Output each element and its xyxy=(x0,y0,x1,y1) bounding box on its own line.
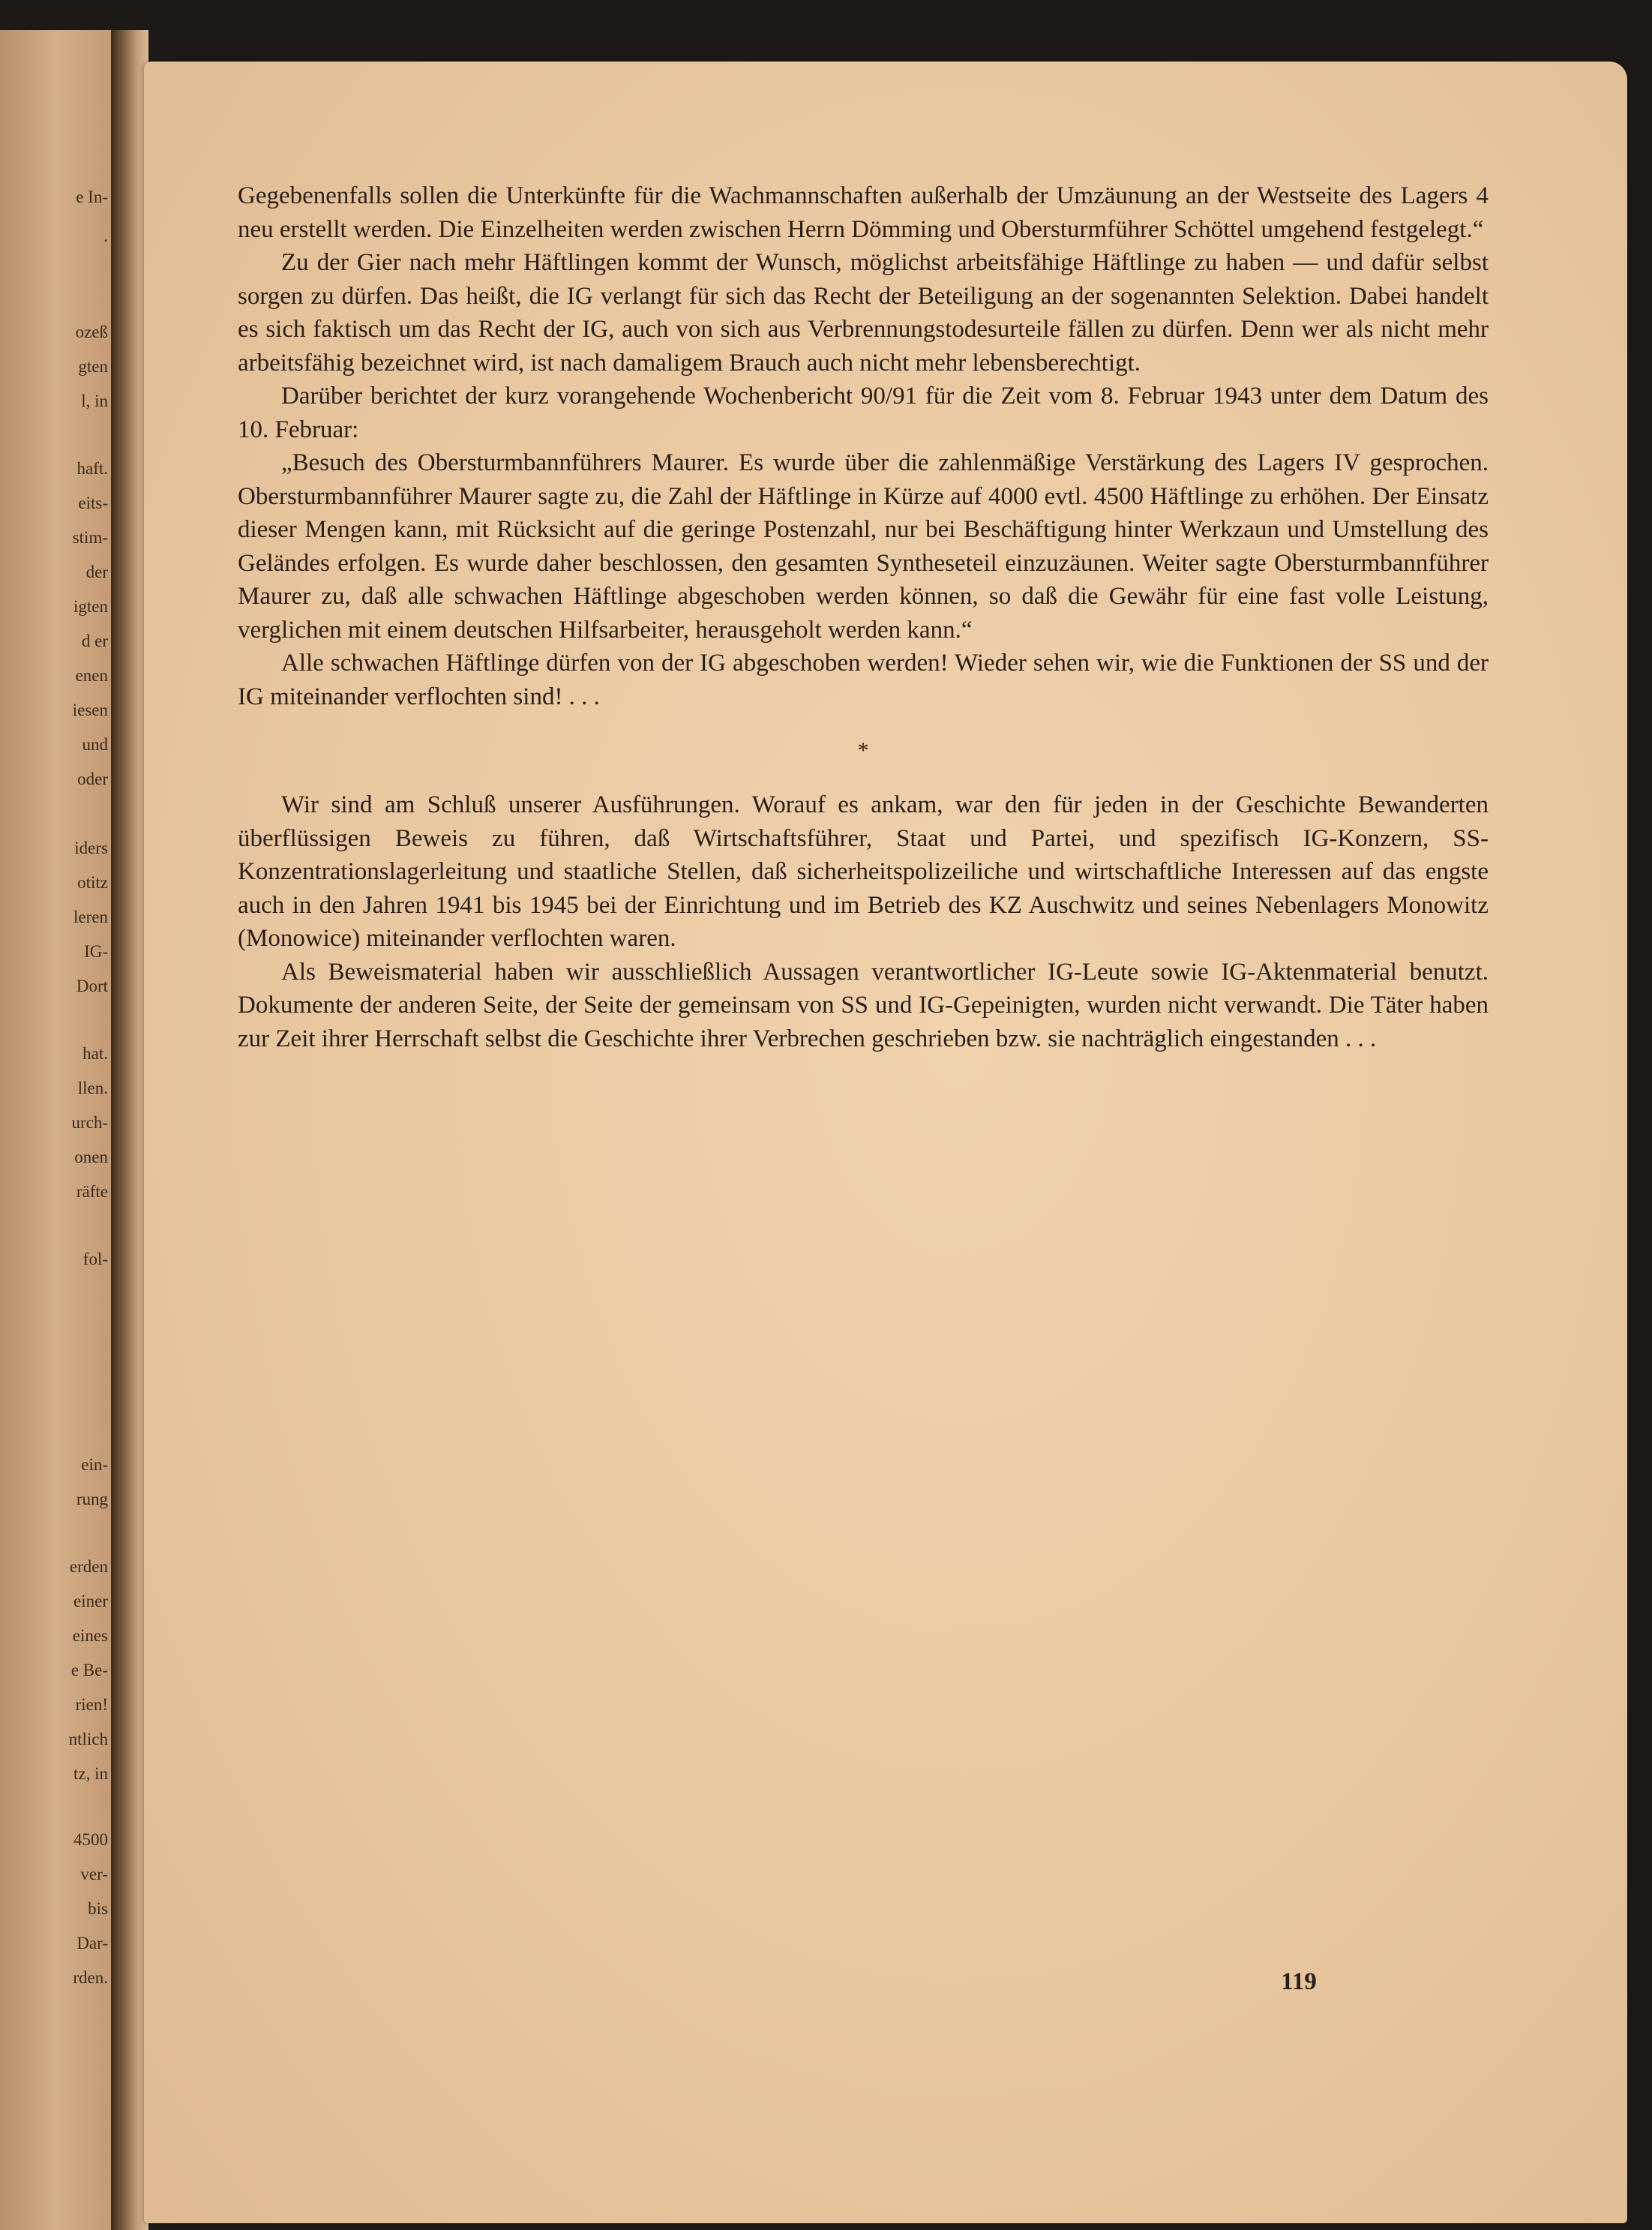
paragraph: Alle schwachen Häftlinge dürfen von der IG abgeschoben werden! Wieder sehen wir, wie die Funktionen der SS und der IG miteinander verflochten sind! . . . xyxy=(238,650,1489,710)
left-page-fragment: oder xyxy=(77,770,108,788)
left-page-fragment: gten xyxy=(78,357,108,376)
left-page-fragment: enen xyxy=(75,666,108,685)
left-page-fragment: igten xyxy=(73,597,108,616)
left-page-fragment: ver- xyxy=(80,1865,108,1883)
left-page-fragment: tz, in xyxy=(73,1764,108,1783)
left-page-fragment: bis xyxy=(88,1899,108,1918)
left-page-fragment: Dar- xyxy=(76,1934,108,1952)
left-page-fragment: erden xyxy=(69,1557,108,1576)
left-page-fragment: ein- xyxy=(81,1455,108,1474)
paragraph: Wir sind am Schluß unserer Ausführungen. Worauf es ankam, war den für jeden in der Geschichte Bewanderten überflüssigen Beweis zu führen, daß Wirtschaftsführer, Staat und Partei, und spezifisch IG-Konzern, SS-Konzentrationslagerleitung und staatliche Stellen, daß sicherheitspolizeiliche und wirtschaftliche Interessen auf das engste auch in den Jahren 1941 bis 1945 bei der Einrichtung und im Betrieb des KZ Auschwitz und seines Nebenlagers Monowitz (Monowice) miteinander verflochten waren. xyxy=(238,791,1489,952)
body-text xyxy=(238,179,1489,1055)
left-page-fragment: l, in xyxy=(81,392,108,410)
left-page-fragment: . xyxy=(103,227,108,245)
left-page-fragment: rien! xyxy=(75,1695,108,1714)
left-page-fragment: eits- xyxy=(78,494,108,512)
left-page-fragment: einer xyxy=(73,1592,108,1610)
paragraph: Als Beweismaterial haben wir ausschließlich Aussagen verantwortlicher IG-Leute sowie IG-Aktenmaterial benutzt. Dokumente der anderen Seite, der Seite der gemeinsam von SS und IG-Gepeinigten, wurden nicht verwandt. Die Täter haben zur Zeit ihrer Herrschaft selbst die Geschichte ihrer Verbrechen geschrieben bzw. sie nachträglich eingestanden . . . xyxy=(238,958,1489,1052)
paragraph: Zu der Gier nach mehr Häftlingen kommt der Wunsch, möglichst arbeitsfähige Häftlinge zu haben — und dafür selbst sorgen zu dürfen. Das heißt, die IG verlangt für sich das Recht der Beteiligung an der sogenannten Selektion. Dabei handelt es sich faktisch um das Recht der IG, auch von sich aus Verbrennungstodesurteile fällen zu dürfen. Denn wer als nicht mehr arbeitsfähig bezeichnet wird, ist nach damaligem Brauch auch nicht mehr lebensberechtigt. xyxy=(238,249,1489,377)
left-page-fragment: urch- xyxy=(71,1113,108,1132)
left-page-fragment: iesen xyxy=(72,701,108,719)
left-page-fragment: fol- xyxy=(82,1250,108,1268)
paragraph: Gegebenenfalls sollen die Unterkünfte für die Wachmannschaften außerhalb der Umzäunung an der Westseite des Lagers 4 neu erstellt werden. Die Einzelheiten werden zwischen Herrn Dömming und Obersturmführer Schöttel umgehend festgelegt.“ xyxy=(238,182,1489,243)
paragraph: Darüber berichtet der kurz vorangehende Wochenbericht 90/91 für die Zeit vom 8. Februar 1943 unter dem Datum des 10. Februar: xyxy=(238,383,1489,443)
left-page-fragment: ozeß xyxy=(75,323,108,341)
book-page xyxy=(144,62,1627,2223)
left-page-fragment: hat. xyxy=(82,1044,108,1063)
page-number: 119 xyxy=(1281,1968,1317,1995)
left-page-fragment: räfte xyxy=(76,1182,108,1201)
left-page-fragment: 4500 xyxy=(73,1830,108,1849)
quote-paragraph: „Besuch des Obersturmbannführers Maurer. Es wurde über die zahlenmäßige Verstärkung des Lagers IV gesprochen. Obersturmbannführer Maurer sagte zu, die Zahl der Häftlinge in Kürze auf 4000 evtl. 4500 Häftlinge zu erhöhen. Der Einsatz dieser Mengen kann, mit Rücksicht auf die geringe Postenzahl, nur bei Beschäftigung hinter Werkzaun und Umstellung des Geländes erfolgen. Es wurde daher beschlossen, den gesamten Syntheseteil einzuzäunen. Weiter sagte Obersturmbannführer Maurer zu, daß alle schwachen Häftlinge abgeschoben werden können, so daß die Gewähr für eine fast volle Leistung, verglichen mit einem deutschen Hilfsarbeiter, herausgeholt werden kann.“ xyxy=(238,449,1489,644)
left-page-fragment: eines xyxy=(72,1626,108,1645)
left-page-fragment: leren xyxy=(73,908,108,926)
left-page-fragment: otitz xyxy=(77,873,108,892)
left-page-fragment: IG- xyxy=(84,942,108,961)
book-gutter xyxy=(111,30,148,2230)
left-page-fragment: rden. xyxy=(73,1968,108,1987)
section-separator: * xyxy=(857,738,869,763)
left-page-fragment: der xyxy=(85,563,108,581)
left-page-fragment: Dort xyxy=(76,977,108,995)
left-page-fragment: llen. xyxy=(77,1079,108,1097)
left-page-fragment: haft. xyxy=(76,459,108,478)
left-page-fragment: e Be- xyxy=(70,1661,108,1679)
left-page-fragment: onen xyxy=(74,1148,108,1166)
left-page-fragment: und xyxy=(82,735,108,754)
left-page-fragment: iders xyxy=(74,839,108,857)
left-page-fragment: e In- xyxy=(76,188,108,206)
left-page-edge xyxy=(0,30,112,2230)
left-page-fragment: stim- xyxy=(72,528,108,547)
left-page-fragment: rung xyxy=(76,1490,108,1508)
left-page-fragment: ntlich xyxy=(68,1730,108,1748)
left-page-fragment: d er xyxy=(81,632,108,650)
